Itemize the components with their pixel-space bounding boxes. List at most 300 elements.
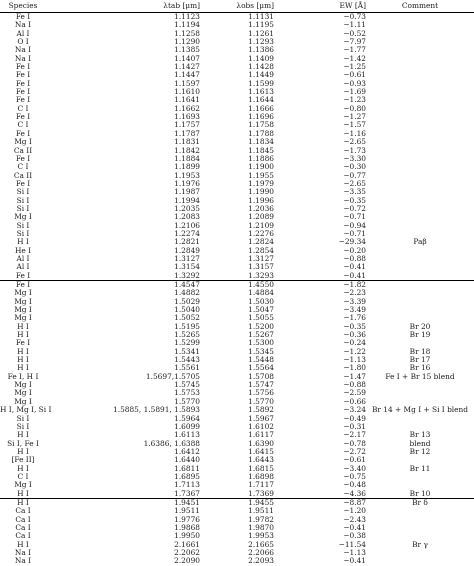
cell-lambda-obs: 1.2824 (248, 237, 274, 247)
cell-lambda-obs: 1.5892 (248, 405, 274, 415)
cell-species: Mg I (14, 396, 32, 406)
cell-species: Al I (16, 262, 30, 272)
cell-species: Mg I (14, 296, 32, 306)
table-row (0, 46, 474, 54)
cell-species: Mg I (14, 305, 32, 315)
cell-lambda-obs: 1.6898 (248, 471, 274, 481)
cell-species: Na I (14, 548, 32, 557)
table-row (0, 406, 474, 414)
table-row (0, 238, 474, 246)
cell-lambda-tab: 1.5770 (174, 396, 200, 406)
cell-species: C I (17, 471, 29, 481)
cell-ew: −0.48 (343, 480, 366, 490)
cell-lambda-tab: 1.1258 (174, 28, 200, 38)
cell-lambda-tab: 1.1385 (174, 45, 200, 55)
table-row (0, 356, 474, 364)
cell-lambda-obs: 1.1195 (248, 20, 274, 30)
cell-ew: −1.73 (343, 145, 366, 155)
cell-species: Si I, Fe I (7, 438, 39, 448)
cell-species: Si I (16, 228, 30, 238)
cell-species: Si I (16, 195, 30, 205)
cell-ew: −0.49 (343, 413, 366, 423)
cell-lambda-obs: 1.6815 (248, 463, 274, 473)
cell-lambda-obs: 1.1834 (248, 137, 274, 147)
cell-ew: −1.23 (343, 95, 366, 105)
cell-comment: Paβ (413, 237, 427, 247)
cell-lambda-obs: 1.9870 (248, 522, 274, 532)
cell-lambda-obs: 1.1696 (248, 112, 274, 122)
table-row (0, 80, 474, 88)
cell-ew: −1.13 (343, 355, 366, 365)
cell-lambda-tab: 1.1899 (174, 162, 200, 172)
cell-comment: Fe I + Br 15 blend (385, 371, 455, 381)
cell-lambda-tab: 1.1290 (174, 37, 200, 47)
cell-ew: −0.38 (343, 531, 366, 541)
cell-comment: Br 11 (409, 463, 431, 473)
cell-lambda-tab: 1.5443 (174, 355, 200, 365)
table-header (0, 0, 474, 13)
cell-lambda-tab: 1.2821 (174, 237, 200, 247)
cell-species: Fe I (15, 78, 31, 88)
cell-species: Ca I (15, 531, 31, 541)
table-row (0, 30, 474, 38)
cell-lambda-obs: 1.3127 (248, 253, 274, 263)
cell-lambda-tab: 1.5964 (174, 413, 200, 423)
cell-lambda-obs: 1.4884 (248, 288, 274, 298)
cell-lambda-obs: 1.1644 (248, 95, 274, 105)
cell-comment (366, 298, 474, 306)
cell-species: C I (17, 103, 29, 113)
table-row (0, 490, 474, 499)
cell-ew: −0.71 (343, 228, 366, 238)
cell-lambda-obs: 1.1409 (248, 53, 274, 63)
cell-lambda-tab: 1.1831 (174, 137, 200, 147)
cell-ew: −3.40 (343, 463, 366, 473)
cell-comment (366, 21, 474, 29)
table-row (0, 13, 474, 22)
cell-comment (366, 188, 474, 196)
cell-comment (366, 155, 474, 163)
cell-comment (366, 197, 474, 205)
table-row (0, 389, 474, 397)
table-row (0, 373, 474, 381)
cell-comment (366, 138, 474, 146)
cell-lambda-obs: 1.5448 (248, 355, 274, 365)
cell-lambda-obs: 1.5030 (248, 296, 274, 306)
cell-lambda-tab: 1.3154 (174, 262, 200, 272)
cell-lambda-tab: 1.3127 (174, 253, 200, 263)
cell-comment: Br 17 (409, 355, 431, 365)
cell-ew: −0.41 (343, 522, 366, 532)
cell-species: Fe I (15, 70, 31, 80)
cell-comment: Br 20 (409, 321, 431, 331)
cell-comment (366, 163, 474, 171)
cell-comment (366, 524, 474, 532)
table-row (0, 473, 474, 481)
cell-ew: −1.77 (343, 45, 366, 55)
table-row (0, 381, 474, 389)
cell-ew: −2.72 (343, 446, 366, 456)
cell-comment (366, 71, 474, 79)
cell-ew: −7.97 (343, 37, 366, 47)
cell-lambda-tab: 1.1976 (174, 178, 200, 188)
cell-ew: −0.61 (343, 455, 366, 465)
cell-species: Mg I (14, 313, 32, 323)
table-row (0, 21, 474, 29)
cell-lambda-obs: 1.1613 (248, 87, 274, 97)
cell-ew: −0.93 (343, 78, 366, 88)
cell-lambda-tab: 1.1123 (174, 12, 200, 21)
table-row (0, 281, 474, 290)
table-row (0, 155, 474, 163)
cell-lambda-obs: 1.5200 (248, 321, 274, 331)
cell-comment (366, 30, 474, 38)
cell-species: Fe I (15, 95, 31, 105)
cell-species: Mg I (14, 288, 32, 298)
cell-species: H I (17, 446, 29, 456)
cell-species: H I (17, 363, 29, 373)
cell-ew: −0.72 (343, 203, 366, 213)
cell-lambda-obs: 1.3157 (248, 262, 274, 272)
cell-comment (366, 516, 474, 524)
cell-ew: −8.87 (274, 498, 366, 507)
cell-ew: −3.24 (343, 405, 366, 415)
cell-lambda-obs: 1.2276 (248, 228, 274, 238)
cell-species: Fe I (15, 128, 31, 138)
cell-comment (366, 507, 474, 515)
cell-species: Si I (16, 220, 30, 230)
cell-ew: −0.61 (343, 70, 366, 80)
cell-lambda-tab: 1.5885, 1.5891, 1.5893 (113, 405, 200, 415)
cell-lambda-tab: 1.2106 (174, 220, 200, 230)
table-row (0, 289, 474, 297)
header-lambda-tab: λtab [μm] (163, 1, 200, 10)
cell-lambda-obs: 1.2089 (248, 212, 274, 222)
cell-ew: −1.16 (343, 128, 366, 138)
cell-species: H I (17, 463, 29, 473)
table-row (0, 549, 474, 557)
cell-lambda-obs: 1.1666 (248, 103, 274, 113)
cell-lambda-obs: 2.2066 (248, 548, 274, 557)
table-row (0, 130, 474, 138)
table-row (0, 213, 474, 221)
cell-species: Si I (16, 421, 30, 431)
cell-comment (366, 213, 474, 221)
table-row (0, 55, 474, 63)
cell-ew: −1.13 (343, 548, 366, 557)
table-row (0, 440, 474, 448)
cell-lambda-tab: 1.6099 (174, 421, 200, 431)
cell-lambda-tab: 1.1641 (174, 95, 200, 105)
cell-comment (366, 88, 474, 96)
cell-comment (366, 46, 474, 54)
cell-ew: −0.66 (343, 396, 366, 406)
table-row (0, 415, 474, 423)
cell-comment (366, 121, 474, 129)
cell-lambda-tab: 1.6895 (174, 471, 200, 481)
table-row (0, 465, 474, 473)
cell-species: Mg I (14, 137, 32, 147)
cell-ew: −0.20 (343, 245, 366, 255)
cell-lambda-tab: 1.2849 (174, 245, 200, 255)
cell-lambda-obs: 1.5747 (248, 380, 274, 390)
table-row (0, 448, 474, 456)
header-lambda-obs: λobs [μm] (236, 1, 274, 10)
cell-ew: −0.88 (343, 380, 366, 390)
cell-lambda-tab: 1.1884 (174, 153, 200, 163)
cell-ew: −0.35 (343, 321, 366, 331)
cell-lambda-tab: 1.1757 (174, 120, 200, 130)
header-comment: Comment (401, 1, 439, 10)
cell-lambda-obs: 1.9782 (248, 514, 274, 524)
cell-species: H I (17, 346, 29, 356)
table-row (0, 255, 474, 263)
table-row (0, 456, 474, 464)
cell-ew: −3.30 (343, 153, 366, 163)
cell-lambda-tab: 1.5745 (174, 380, 200, 390)
table-row (0, 63, 474, 71)
cell-species: H I (0, 498, 46, 507)
cell-species: H I, Mg I, Si I (0, 405, 52, 415)
table-row (0, 423, 474, 431)
cell-species: C I (17, 120, 29, 130)
cell-lambda-tab: 1.4547 (46, 281, 200, 290)
cell-ew: −2.43 (343, 514, 366, 524)
cell-lambda-obs: 1.1131 (248, 12, 274, 21)
cell-comment (366, 289, 474, 297)
cell-species: Mg I (14, 212, 32, 222)
header-ew: EW [Å] (339, 1, 366, 10)
cell-comment (366, 38, 474, 46)
cell-ew: −0.88 (343, 253, 366, 263)
cell-comment: blend (409, 438, 431, 448)
cell-lambda-obs: 1.1900 (248, 162, 274, 172)
cell-lambda-obs: 1.5708 (248, 371, 274, 381)
cell-comment: Br γ (412, 539, 428, 549)
table-row (0, 331, 474, 339)
cell-lambda-tab: 1.1787 (174, 128, 200, 138)
cell-comment (366, 549, 474, 557)
cell-comment (366, 172, 474, 180)
cell-lambda-obs: 1.1845 (248, 145, 274, 155)
table-row (0, 524, 474, 532)
cell-species: Fe I (15, 270, 31, 280)
cell-lambda-obs: 1.5345 (248, 346, 274, 356)
cell-species: Fe I (15, 112, 31, 122)
cell-species: H I (17, 355, 29, 365)
cell-lambda-tab: 1.1662 (174, 103, 200, 113)
cell-comment (366, 415, 474, 423)
cell-comment: Br 10 (409, 488, 431, 498)
cell-comment: Br 18 (409, 346, 431, 356)
cell-comment: Br 12 (409, 446, 431, 456)
cell-comment (366, 557, 474, 565)
cell-comment (366, 263, 474, 271)
cell-species: He I (14, 245, 32, 255)
cell-lambda-tab: 1.1994 (174, 195, 200, 205)
cell-comment (366, 113, 474, 121)
cell-lambda-tab: 1.6440 (174, 455, 200, 465)
cell-ew: −3.35 (343, 187, 366, 197)
cell-lambda-tab: 1.5040 (174, 305, 200, 315)
cell-lambda-obs: 2.2093 (248, 556, 274, 566)
cell-lambda-obs: 1.1955 (248, 170, 274, 180)
table-row (0, 105, 474, 113)
cell-lambda-tab: 1.3292 (174, 270, 200, 280)
cell-lambda-tab: 1.1842 (174, 145, 200, 155)
cell-ew: −0.41 (343, 270, 366, 280)
cell-species: Ca II (13, 145, 33, 155)
cell-species: Si I (16, 413, 30, 423)
cell-lambda-obs: 1.9511 (248, 506, 274, 516)
cell-comment: Br 14 + Mg I + Si I blend (371, 405, 469, 415)
cell-lambda-tab: 2.2090 (174, 556, 200, 566)
table-row (0, 197, 474, 205)
cell-lambda-obs: 1.1599 (248, 78, 274, 88)
cell-comment: Br 16 (409, 363, 431, 373)
table-row (0, 541, 474, 549)
cell-lambda-tab: 1.5195 (174, 321, 200, 331)
table-row (0, 557, 474, 565)
cell-ew: −1.57 (343, 120, 366, 130)
cell-comment (366, 55, 474, 63)
table-row (0, 348, 474, 356)
cell-species: Fe I (15, 153, 31, 163)
cell-ew: −0.41 (343, 262, 366, 272)
cell-lambda-obs: 1.5967 (248, 413, 274, 423)
cell-lambda-tab: 1.2035 (174, 203, 200, 213)
cell-species: Na I (14, 20, 32, 30)
table-row (0, 247, 474, 255)
cell-lambda-tab: 1.1194 (174, 20, 200, 30)
cell-comment (366, 130, 474, 138)
cell-lambda-obs: 1.1261 (248, 28, 274, 38)
cell-lambda-tab: 1.5697,1.5705 (145, 371, 200, 381)
cell-species: Fe I (15, 178, 31, 188)
header-species: Species (8, 1, 38, 10)
cell-comment (366, 381, 474, 389)
cell-species: C I (17, 162, 29, 172)
table-row (0, 88, 474, 96)
table-row (0, 339, 474, 347)
cell-ew: −0.36 (343, 330, 366, 340)
cell-lambda-obs: 1.1979 (248, 178, 274, 188)
cell-lambda-tab: 1.5029 (174, 296, 200, 306)
table-body (0, 13, 474, 566)
cell-comment (366, 96, 474, 104)
cell-species: Si I (16, 203, 30, 213)
table-row (0, 306, 474, 314)
cell-species: Fe I (15, 12, 31, 21)
cell-comment (366, 13, 474, 22)
cell-lambda-tab: 1.6412 (174, 446, 200, 456)
table-row (0, 96, 474, 104)
cell-species: Mg I (14, 388, 32, 398)
cell-ew: −1.11 (343, 20, 366, 30)
cell-species: H I (17, 321, 29, 331)
cell-lambda-obs: 1.6390 (248, 438, 274, 448)
cell-lambda-tab: 1.6811 (174, 463, 200, 473)
cell-lambda-tab: 1.1693 (174, 112, 200, 122)
table-row (0, 180, 474, 188)
cell-ew: −0.80 (343, 103, 366, 113)
table-row (0, 113, 474, 121)
cell-comment (366, 247, 474, 255)
cell-lambda-tab: 1.5265 (174, 330, 200, 340)
cell-comment (366, 180, 474, 188)
table-row (0, 188, 474, 196)
cell-lambda-obs: 1.1428 (248, 62, 274, 72)
cell-lambda-obs: 1.5055 (248, 313, 274, 323)
cell-ew: −2.17 (343, 430, 366, 440)
table-row (0, 323, 474, 331)
cell-ew: −0.24 (343, 338, 366, 348)
cell-lambda-obs: 1.6117 (248, 430, 274, 440)
cell-species: Fe I (15, 87, 31, 97)
cell-lambda-obs: 1.2036 (248, 203, 274, 213)
cell-lambda-tab: 1.5052 (174, 313, 200, 323)
cell-lambda-tab: 1.1447 (174, 70, 200, 80)
cell-ew: −1.20 (343, 506, 366, 516)
cell-species: Fe I (15, 62, 31, 72)
cell-lambda-obs: 1.5770 (248, 396, 274, 406)
table-row (0, 498, 474, 507)
table-row (0, 121, 474, 129)
cell-ew: −0.35 (343, 195, 366, 205)
cell-species: Ca I (15, 514, 31, 524)
cell-lambda-obs: 1.9953 (248, 531, 274, 541)
table-row (0, 272, 474, 281)
cell-ew: −0.94 (343, 220, 366, 230)
cell-species: Fe I (15, 338, 31, 348)
cell-lambda-tab: 1.9511 (174, 506, 200, 516)
cell-comment (366, 473, 474, 481)
table-row (0, 38, 474, 46)
cell-lambda-tab: 1.9776 (174, 514, 200, 524)
cell-ew: −1.80 (343, 363, 366, 373)
cell-lambda-obs: 1.1996 (248, 195, 274, 205)
cell-lambda-tab: 1.7113 (174, 480, 200, 490)
cell-comment (366, 255, 474, 263)
cell-lambda-tab: 1.7367 (174, 488, 200, 498)
cell-species: Fe I (0, 281, 46, 290)
cell-lambda-tab: 1.1953 (174, 170, 200, 180)
cell-ew: −29.34 (338, 237, 366, 247)
cell-lambda-obs: 1.9455 (200, 498, 274, 507)
cell-lambda-tab: 1.6113 (174, 430, 200, 440)
cell-lambda-obs: 1.4550 (200, 281, 274, 290)
table-row (0, 71, 474, 79)
cell-ew: −2.23 (343, 288, 366, 298)
table-row (0, 507, 474, 515)
cell-lambda-tab: 1.2083 (174, 212, 200, 222)
cell-species: Fe I, H I (7, 371, 39, 381)
cell-species: Na I (14, 556, 32, 566)
cell-lambda-obs: 1.1449 (248, 70, 274, 80)
cell-ew: −2.59 (343, 388, 366, 398)
table-row (0, 532, 474, 540)
cell-ew: −0.78 (343, 438, 366, 448)
cell-lambda-tab: 1.5341 (174, 346, 200, 356)
cell-lambda-tab: 1.4882 (174, 288, 200, 298)
cell-lambda-obs: 1.6102 (248, 421, 274, 431)
cell-species: Al I (16, 28, 30, 38)
cell-species: Ca II (13, 170, 33, 180)
cell-lambda-tab: 1.5299 (174, 338, 200, 348)
table-row (0, 205, 474, 213)
cell-species: H I (17, 430, 29, 440)
cell-lambda-obs: 1.1990 (248, 187, 274, 197)
